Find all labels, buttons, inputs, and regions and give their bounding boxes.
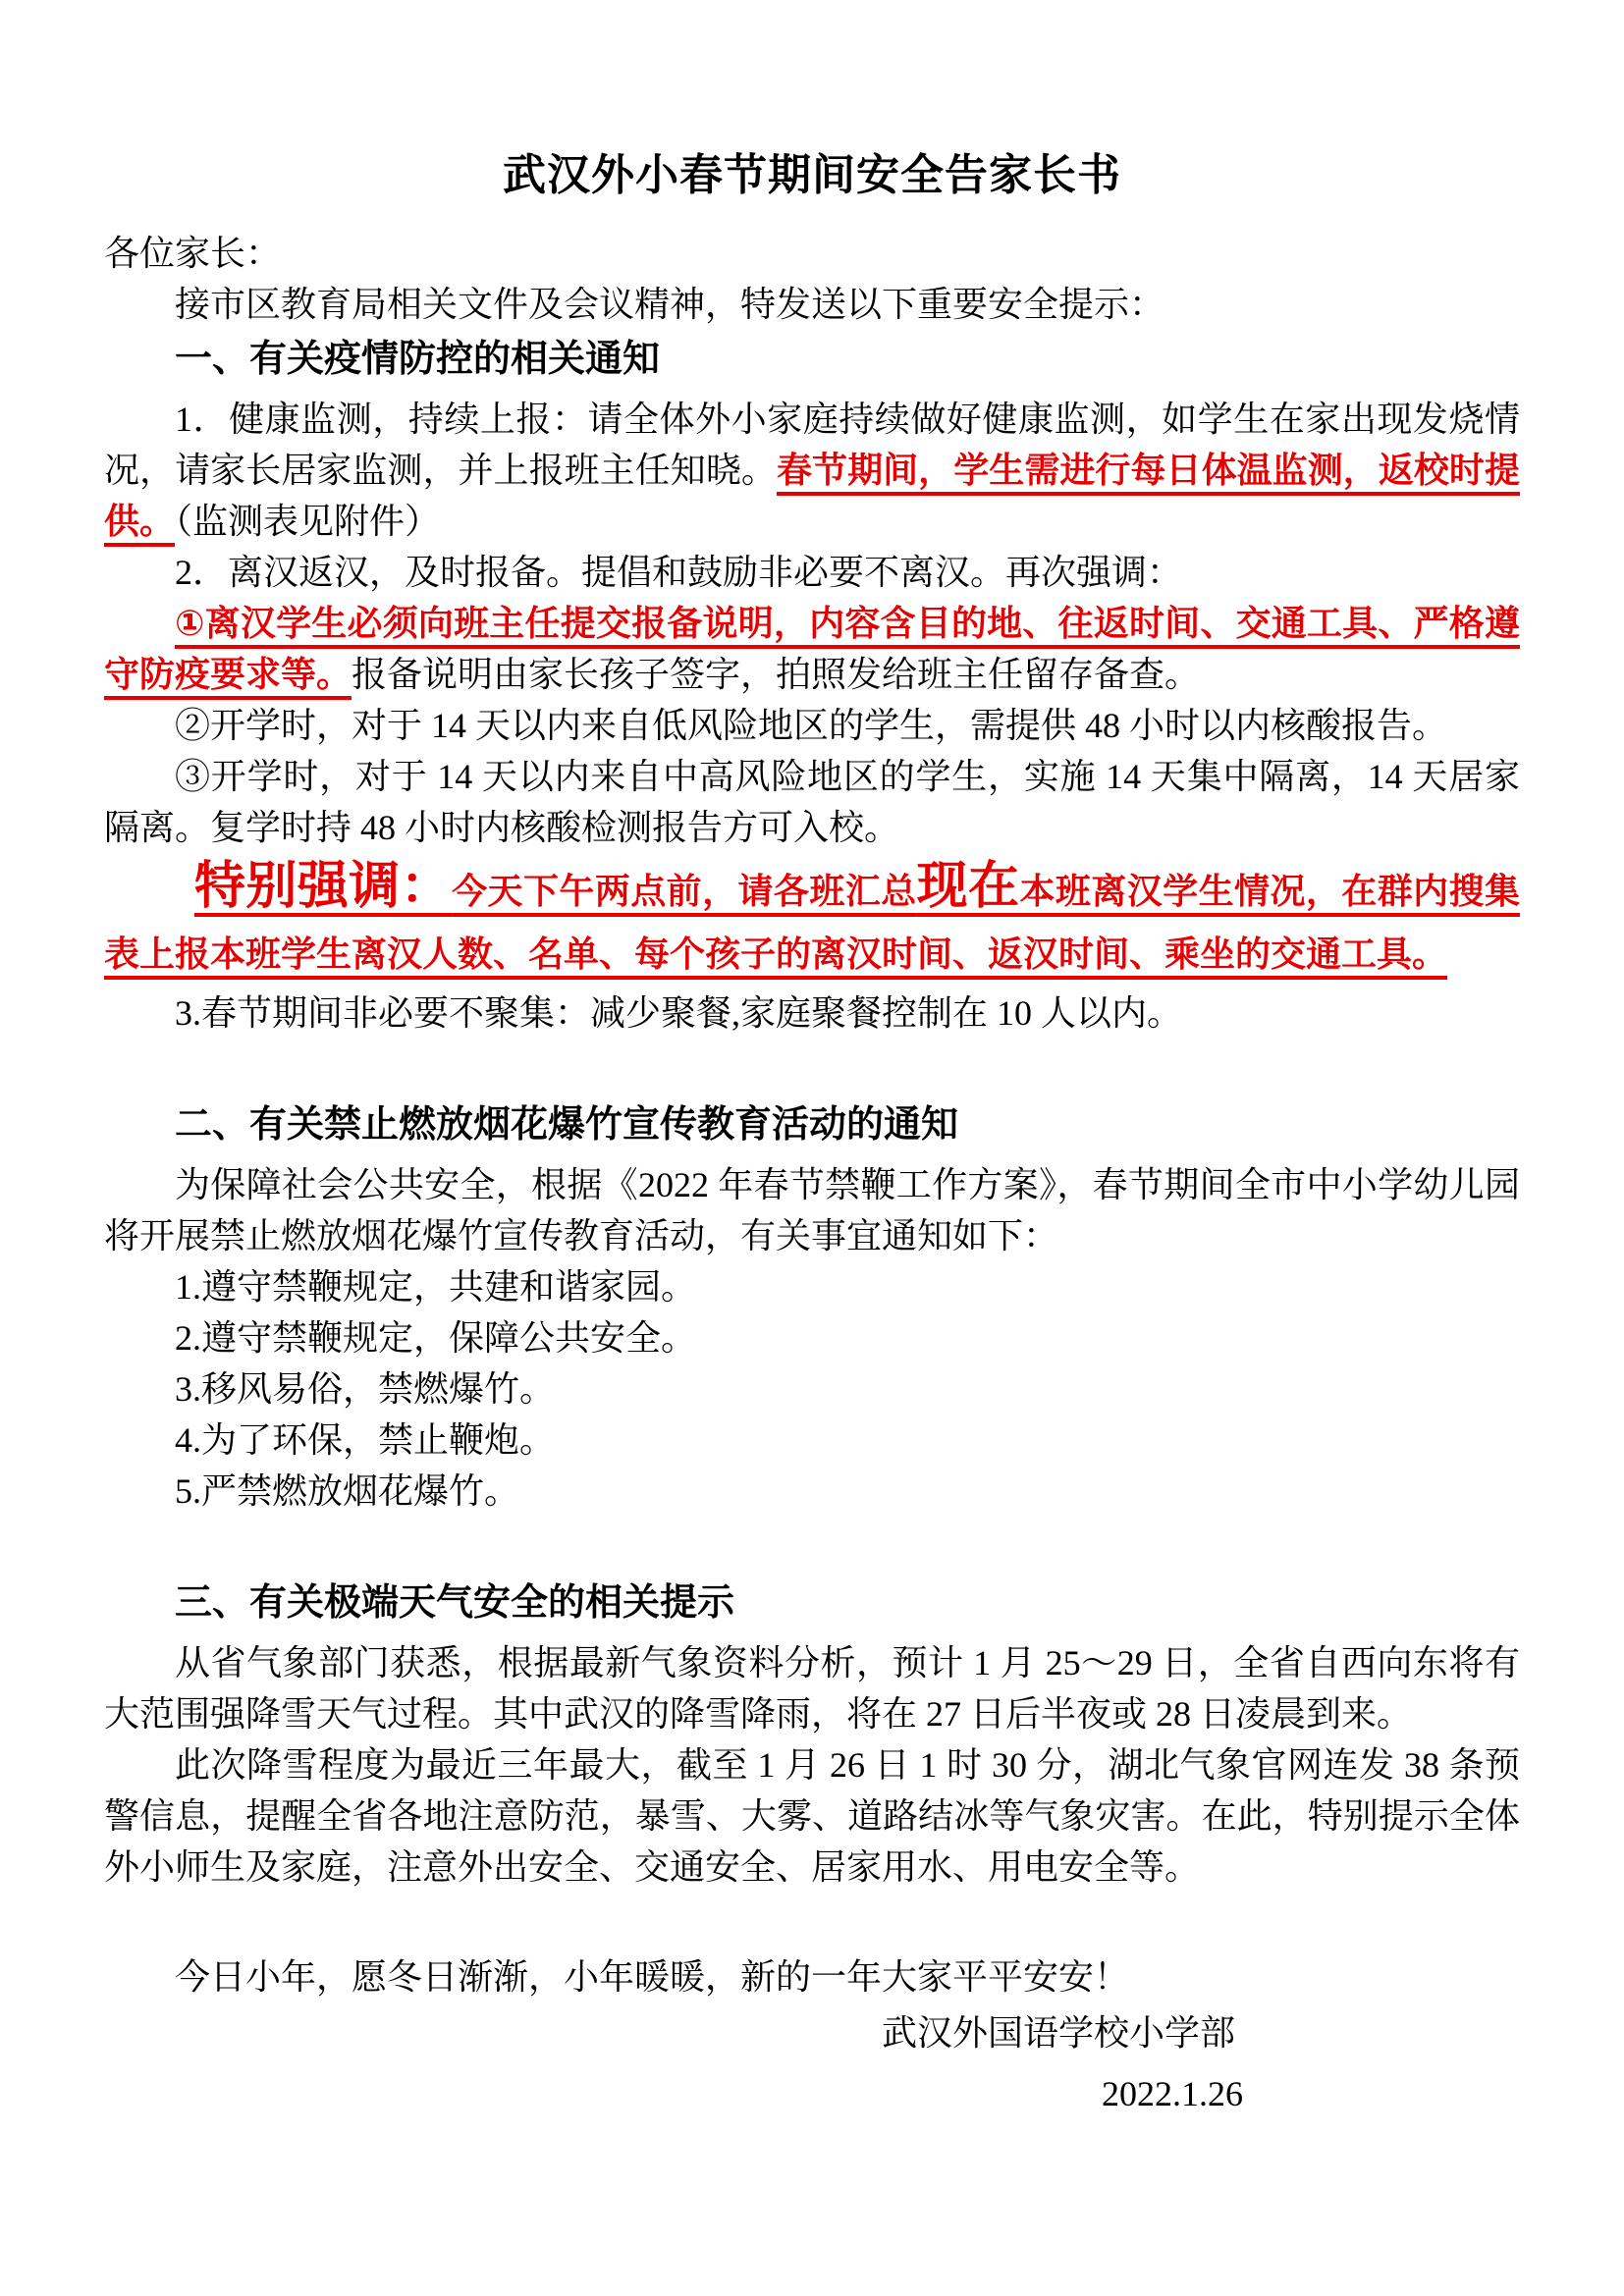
- section3-heading: 三、有关极端天气安全的相关提示: [175, 1582, 735, 1624]
- section2-intro: 为保障社会公共安全，根据《2022 年春节禁鞭工作方案》，春节期间全市中小学幼儿园将开展禁止燃放烟花爆竹宣传教育活动，有关事宜通知如下：: [104, 1165, 1520, 1255]
- section2-item-5: 5.严禁燃放烟花爆竹。: [175, 1471, 520, 1511]
- section3-para2: 此次降雪程度为最近三年最大，截至 1 月 26 日 1 时 30 分，湖北气象官网连发 38 条预警信息，提醒全省各地注意防范，暴雪、大雾、道路结冰等气象灾害。在此，特别提示全体外小师生及家庭，注意外出安全、交通安全、居家用水、用电安全等。: [104, 1745, 1520, 1887]
- section1-item2: 2．离汉返汉，及时报备。提倡和鼓励非必要不离汉。再次强调：: [175, 553, 1183, 592]
- emphasis-now-text: 现在: [916, 858, 1020, 915]
- section1-item3: 3.春节期间非必要不聚集：减少聚餐,家庭聚餐控制在 10 人以内。: [175, 993, 1183, 1033]
- section1-sub2: ②开学时，对于 14 天以内来自低风险地区的学生，需提供 48 小时以内核酸报告。: [175, 706, 1448, 745]
- section2-item-3: 3.移风易俗，禁燃爆竹。: [175, 1369, 556, 1409]
- emphasis-label: 特别强调：: [194, 858, 453, 915]
- intro-paragraph: 接市区教育局相关文件及会议精神，特发送以下重要安全提示：: [175, 285, 1165, 324]
- sub1-red-emphasis: ①离汉学生必须向班主任提交报备说明，内容含目的地、往返时间、交通工具、严格遵守防疫要求等。: [104, 603, 1520, 694]
- section2-item-2: 2.遵守禁鞭规定，保障公共安全。: [175, 1318, 697, 1358]
- section1-sub1: [104, 598, 1520, 700]
- document-title: 武汉外小春节期间安全告家长书: [503, 151, 1121, 199]
- signature-date: 2022.1.26: [1102, 2074, 1243, 2113]
- section2-heading: 二、有关禁止燃放烟花爆竹宣传教育活动的通知: [175, 1104, 959, 1146]
- emphasis-post-text: 本班离汉学生情况，在群内搜集表上报本班学生离汉人数、名单、每个孩子的离汉时间、返汉时间、乘坐的交通工具。: [104, 871, 1520, 974]
- item1-red-emphasis: 春节期间，学生需进行每日体温监测，返校时提供。: [104, 450, 1520, 541]
- section1-sub3: ③开学时，对于 14 天以内来自中高风险地区的学生，实施 14 天集中隔离，14 天居家隔离。复学时持 48 小时内核酸检测报告方可入校。: [104, 757, 1520, 847]
- item1-text: 1．健康监测，持续上报：请全体外小家庭持续做好健康监测，如学生在家出现发烧情况，请家长居家监测，并上报班主任知晓。: [104, 400, 1520, 490]
- salutation: 各位家长：: [104, 234, 282, 273]
- section3-para1: 从省气象部门获悉，根据最新气象资料分析，预计 1 月 25～29 日，全省自西向东将有大范围强降雪天气过程。其中武汉的降雪降雨，将在 27 日后半夜或 28 日凌晨到来。: [104, 1643, 1520, 1734]
- special-emphasis-paragraph: [104, 855, 1520, 986]
- section1-heading: 一、有关疫情防控的相关通知: [175, 339, 661, 380]
- signature: 武汉外国语学校小学部: [881, 2013, 1235, 2053]
- section2-item-1: 1.遵守禁鞭规定，共建和谐家园。: [175, 1267, 697, 1307]
- closing-wish: 今日小年，愿冬日渐渐，小年暖暖，新的一年大家平平安安！: [175, 1957, 1130, 1997]
- section1-item1: [104, 394, 1520, 547]
- emphasis-pre-text: 今天下午两点前，请各班汇总: [452, 871, 917, 911]
- item1-note: （监测表见附件）: [175, 502, 441, 541]
- section2-item-4: 4.为了环保，禁止鞭炮。: [175, 1420, 556, 1460]
- sub1-text: 报备说明由家长孩子签字，拍照发给班主任留存备查。: [352, 655, 1201, 694]
